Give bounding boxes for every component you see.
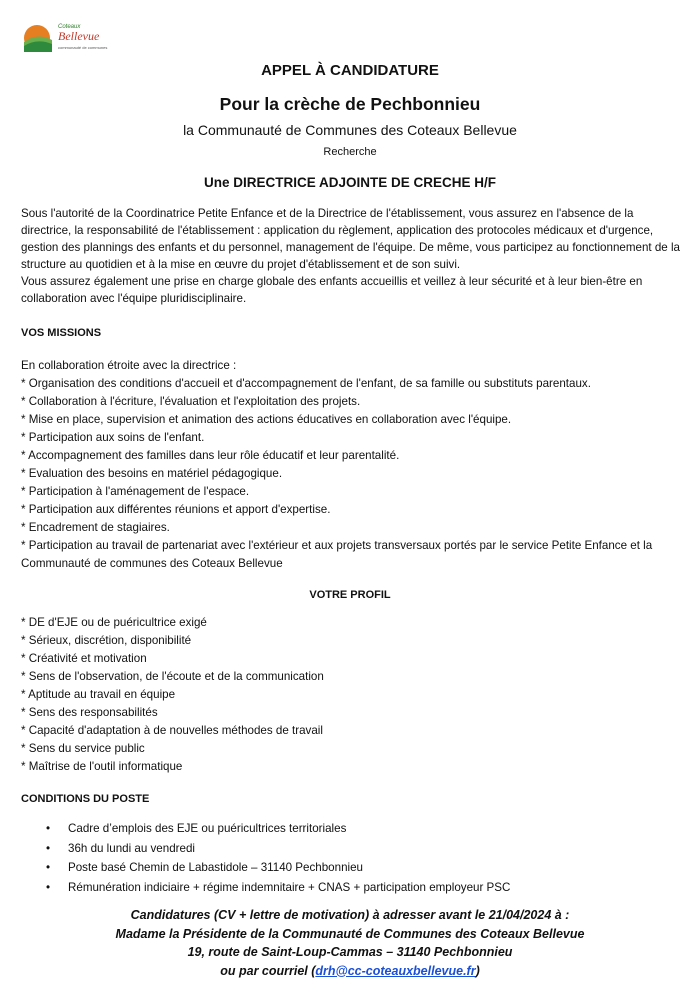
intro	[21, 205, 685, 307]
profile-item: * Aptitude au travail en équipe	[21, 688, 176, 701]
profile-item: * Sens de l'observation, de l'écoute et de la communication	[21, 670, 324, 683]
condition-item	[46, 839, 666, 859]
mission-item: * Participation au travail de partenariat avec l'extérieur et aux projets transversaux portés par le service Petite Enfance et la Communauté de communes des Coteaux Bellevue	[21, 539, 653, 570]
bullet-icon: •	[46, 841, 51, 855]
profile-item: * Sérieux, discrétion, disponibilité	[21, 634, 192, 647]
organization: la Communauté de Communes des Coteaux Bellevue	[183, 122, 517, 138]
mission-item: * Accompagnement des familles dans leur rôle éducatif et leur parentalité.	[21, 449, 400, 462]
conditions-heading: CONDITIONS DU POSTE	[21, 793, 150, 805]
mission-item: * Participation aux différentes réunions et apport d'expertise.	[21, 503, 331, 516]
condition-item	[46, 878, 666, 898]
mission-item: * Evaluation des besoins en matériel pédagogique.	[21, 467, 283, 480]
profile-item: * Créativité et motivation	[21, 652, 147, 665]
logo	[22, 22, 112, 56]
condition-item	[46, 858, 666, 878]
logo-emblem	[22, 22, 56, 54]
application-footer	[0, 906, 700, 980]
mission-item: * Participation aux soins de l'enfant.	[21, 431, 205, 444]
condition-text: Poste basé Chemin de Labastidole – 31140 Pechbonnieu	[68, 861, 364, 874]
email-link[interactable]: drh@cc-coteauxbellevue.fr	[315, 963, 476, 978]
condition-item	[46, 819, 666, 839]
profile-list	[21, 614, 685, 776]
bullet-icon: •	[46, 861, 51, 874]
missions-lead: En collaboration étroite avec la directrice :	[21, 359, 237, 372]
conditions-list	[46, 819, 666, 897]
page-title: Pour la crèche de Pechbonnieu	[219, 94, 481, 114]
condition-text: 36h du lundi au vendredi	[68, 841, 195, 855]
mission-item: * Organisation des conditions d'accueil et d'accompagnement de l'enfant, de sa famille ou substituts parentaux.	[21, 377, 591, 390]
mission-item: * Collaboration à l'écriture, l'évaluation et l'exploitation des projets.	[21, 395, 361, 408]
footer-email-prefix: ou par courriel (	[220, 963, 316, 978]
missions-list	[21, 357, 685, 573]
profile-item: * Sens du service public	[21, 742, 145, 755]
condition-text: Cadre d’emplois des EJE ou puéricultrices territoriales	[68, 822, 347, 835]
profile-heading: VOTRE PROFIL	[309, 589, 391, 601]
missions-heading: VOS MISSIONS	[21, 327, 102, 339]
footer-line-1: Candidatures (CV + lettre de motivation) à adresser avant le 21/04/2024 à :	[130, 908, 570, 922]
logo-text-3: communauté de communes	[58, 45, 108, 50]
logo-text-2: Bellevue	[58, 29, 100, 43]
footer-email-suffix: )	[475, 963, 480, 978]
profile-item: * Maîtrise de l'outil informatique	[21, 760, 183, 773]
profile-item: * Sens des responsabilités	[21, 706, 158, 719]
profile-item: * DE d'EJE ou de puéricultrice exigé	[21, 616, 207, 629]
footer-line-2: Madame la Présidente de la Communauté de Communes des Coteaux Bellevue	[115, 926, 585, 941]
bullet-icon: •	[46, 822, 51, 835]
logo-text-1: Coteaux	[58, 24, 81, 30]
bullet-icon: •	[46, 880, 51, 894]
mission-item: * Mise en place, supervision et animation des actions éducatives en collaboration avec l'équipe.	[21, 413, 512, 426]
mission-item: * Encadrement de stagiaires.	[21, 521, 170, 534]
kicker: APPEL À CANDIDATURE	[261, 62, 439, 79]
footer-line-4	[0, 962, 700, 981]
mission-item: * Participation à l'aménagement de l'espace.	[21, 485, 250, 498]
position-title: Une DIRECTRICE ADJOINTE DE CRECHE H/F	[203, 175, 497, 190]
profile-item: * Capacité d'adaptation à de nouvelles méthodes de travail	[21, 724, 323, 737]
intro-paragraph-1: Sous l'autorité de la Coordinatrice Petite Enfance et de la Directrice de l'établissement, vous assurez en l'absence de la directrice, la responsabilité de l'établissement : application du règlement, application des protocoles médicaux et d'urgence, gestion des plannings des enfants et du personnel, management de l'équipe. De même, vous participez au fonctionnement de la structure au quotidien et à la mise en œuvre du projet d'établissement et de son suivi.	[21, 207, 680, 271]
footer-line-3: 19, route de Saint-Loup-Cammas – 31140 Pechbonnieu	[187, 945, 513, 959]
intro-paragraph-2: Vous assurez également une prise en charge globale des enfants accueillis et veillez à leur sécurité et à leur bien-être en collaboration avec l'équipe pluridisciplinaire.	[21, 275, 643, 305]
condition-text: Rémunération indiciaire + régime indemnitaire + CNAS + participation employeur PSC	[68, 880, 511, 894]
search-label: Recherche	[323, 146, 377, 158]
